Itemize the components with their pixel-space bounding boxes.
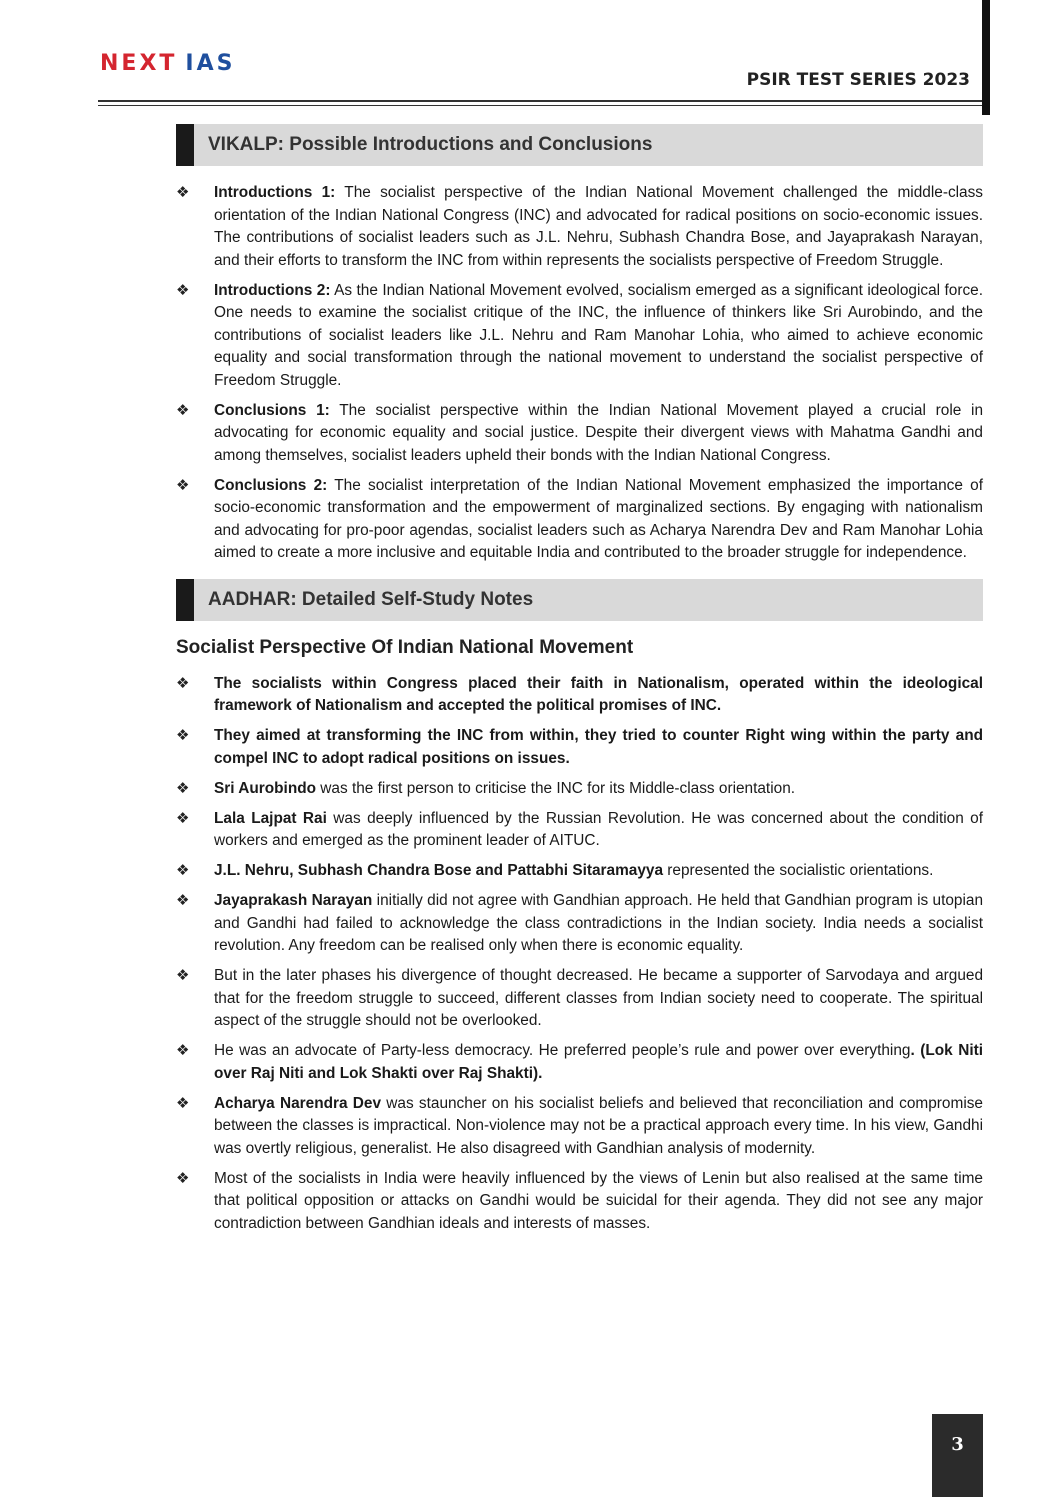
list-item	[176, 280, 983, 393]
diamond-bullet-icon: ❖	[176, 967, 190, 984]
list-item	[176, 725, 983, 770]
list-item	[176, 890, 983, 958]
diamond-bullet-icon: ❖	[176, 401, 190, 419]
item-lead: J.L. Nehru, Subhash Chandra Bose and Pattabhi Sitaramayya	[214, 862, 664, 879]
list-item	[176, 475, 983, 565]
item-text: The socialist interpretation of the Indian National Movement emphasized the importance of socio-economic transformation and the empowerment of marginalized sections. By engaging with nationalism and advocating for pro-poor agendas, socialist leaders such as Acharya Narendra Dev and Ram Manohar Lohia aimed to create a more inclusive and equitable India and contributed to the broader struggle for independence.	[214, 476, 983, 561]
item-lead: Conclusions 2:	[214, 476, 328, 494]
page-number: 3	[932, 1414, 983, 1497]
list-item	[176, 965, 983, 1033]
diamond-bullet-icon: ❖	[176, 184, 190, 201]
diamond-bullet-icon: ❖	[176, 281, 190, 299]
topic-heading: Socialist Perspective Of Indian National Movement	[176, 636, 634, 658]
page-content	[176, 124, 983, 1243]
item-text: represented the socialistic orientations.	[663, 862, 934, 879]
list-item	[176, 778, 983, 801]
diamond-bullet-icon: ❖	[176, 476, 190, 494]
item-text: was the first person to criticise the INC for its Middle-class orientation.	[316, 779, 796, 797]
item-text: He was an advocate of Party-less democracy. He preferred people’s rule and power over everything	[214, 1042, 911, 1059]
diamond-bullet-icon: ❖	[176, 1094, 190, 1112]
logo-word-next: NEXT	[100, 51, 178, 76]
aadhar-list	[176, 673, 983, 1236]
item-lead: Acharya Narendra Dev	[214, 1094, 382, 1112]
item-text: was stauncher on his socialist beliefs and believed that reconciliation and compromise between the classes is impractical. Non-violence may not be a practical approach every time. In his view, Gandhi was overtly religious, generalist. He also disagreed with Gandhian analysis of modernity.	[214, 1094, 983, 1157]
item-text: The socialist perspective within the Indian National Movement played a crucial role in advocating for economic equality and social justice. Despite their divergent views with Mahatma Gandhi and among themselves, socialist leaders upheld their bonds with the Indian National Congress.	[214, 401, 984, 464]
diamond-bullet-icon: ❖	[176, 674, 190, 692]
header-rule	[98, 100, 983, 102]
list-item	[176, 1093, 983, 1161]
item-lead: Introductions 2:	[214, 281, 331, 299]
list-item	[176, 1040, 983, 1085]
list-item	[176, 808, 983, 853]
list-item	[176, 182, 983, 272]
vikalp-list	[176, 182, 983, 565]
section-vikalp-heading: VIKALP: Possible Introductions and Conclusions	[176, 124, 983, 166]
item-text: initially did not agree with Gandhian approach. He held that Gandhian program is utopian and Gandhi had failed to acknowledge the class contradictions in the Indian society. India needs a socialist revolution. Any freedom can be realised only when there is economic equality.	[214, 892, 983, 954]
item-lead: They aimed at transforming the INC from within, they tried to counter Right wing within the party and compel INC to adopt radical positions on issues.	[214, 727, 983, 767]
diamond-bullet-icon: ❖	[176, 779, 190, 797]
item-text: was deeply influenced by the Russian Revolution. He was concerned about the condition of workers and emerged as the prominent leader of AITUC.	[214, 809, 983, 849]
item-text: But in the later phases his divergence of thought decreased. He became a supporter of Sarvodaya and argued that for the freedom struggle to succeed, different classes from Indian society need to cooperate. The spiritual aspect of the struggle should not be overlooked.	[214, 967, 983, 1029]
header-rule-thin	[98, 105, 983, 106]
item-lead: Conclusions 1:	[214, 401, 330, 419]
item-lead: The socialists within Congress placed their faith in Nationalism, operated within the ideological framework of Nationalism and accepted the political promises of INC.	[214, 674, 983, 714]
logo-word-ias: IAS	[185, 51, 236, 76]
section-aadhar-heading: AADHAR: Detailed Self-Study Notes	[176, 579, 983, 621]
item-text: As the Indian National Movement evolved, socialism emerged as a significant ideological force. One needs to examine the socialist critique of the INC, the influence of thinkers like Sri Aurobindo, and the contributions of socialist leaders like J.L. Nehru and Ram Manohar Lohia, who aimed to achieve economic equality and social transformation through the national movement to understand the socialist perspective of Freedom Struggle.	[214, 281, 984, 389]
item-lead: Sri Aurobindo	[214, 779, 317, 797]
list-item	[176, 400, 983, 468]
diamond-bullet-icon: ❖	[176, 727, 190, 744]
item-tail: . (Lok Niti over Raj Niti and Lok Shakti over Raj Shakti).	[214, 1042, 983, 1082]
diamond-bullet-icon: ❖	[176, 1042, 190, 1059]
item-lead: Jayaprakash Narayan	[214, 892, 373, 909]
list-item	[176, 673, 983, 718]
header-side-bar	[982, 0, 990, 115]
item-lead: Introductions 1:	[214, 184, 336, 201]
diamond-bullet-icon: ❖	[176, 1169, 190, 1187]
item-text: The socialist perspective of the Indian National Movement challenged the middle-class orientation of the Indian National Congress (INC) and advocated for radical positions on socio-economic issues. The contributions of socialist leaders such as J.L. Nehru, Subhash Chandra Bose, and Jayaprakash Narayan, and their efforts to transform the INC from within represents the socialists perspective of Freedom Struggle.	[214, 184, 984, 269]
series-title: PSIR TEST SERIES 2023	[746, 70, 970, 90]
list-item	[176, 1168, 983, 1236]
diamond-bullet-icon: ❖	[176, 892, 190, 909]
diamond-bullet-icon: ❖	[176, 862, 190, 879]
brand-logo	[100, 50, 235, 78]
diamond-bullet-icon: ❖	[176, 809, 190, 827]
item-lead: Lala Lajpat Rai	[214, 809, 327, 827]
list-item	[176, 860, 983, 883]
item-text: Most of the socialists in India were heavily influenced by the views of Lenin but also realised at the same time that political opposition or attacks on Gandhi would be suicidal for their agenda. They did not see any major contradiction between Gandhian ideals and interests of masses.	[214, 1169, 983, 1232]
